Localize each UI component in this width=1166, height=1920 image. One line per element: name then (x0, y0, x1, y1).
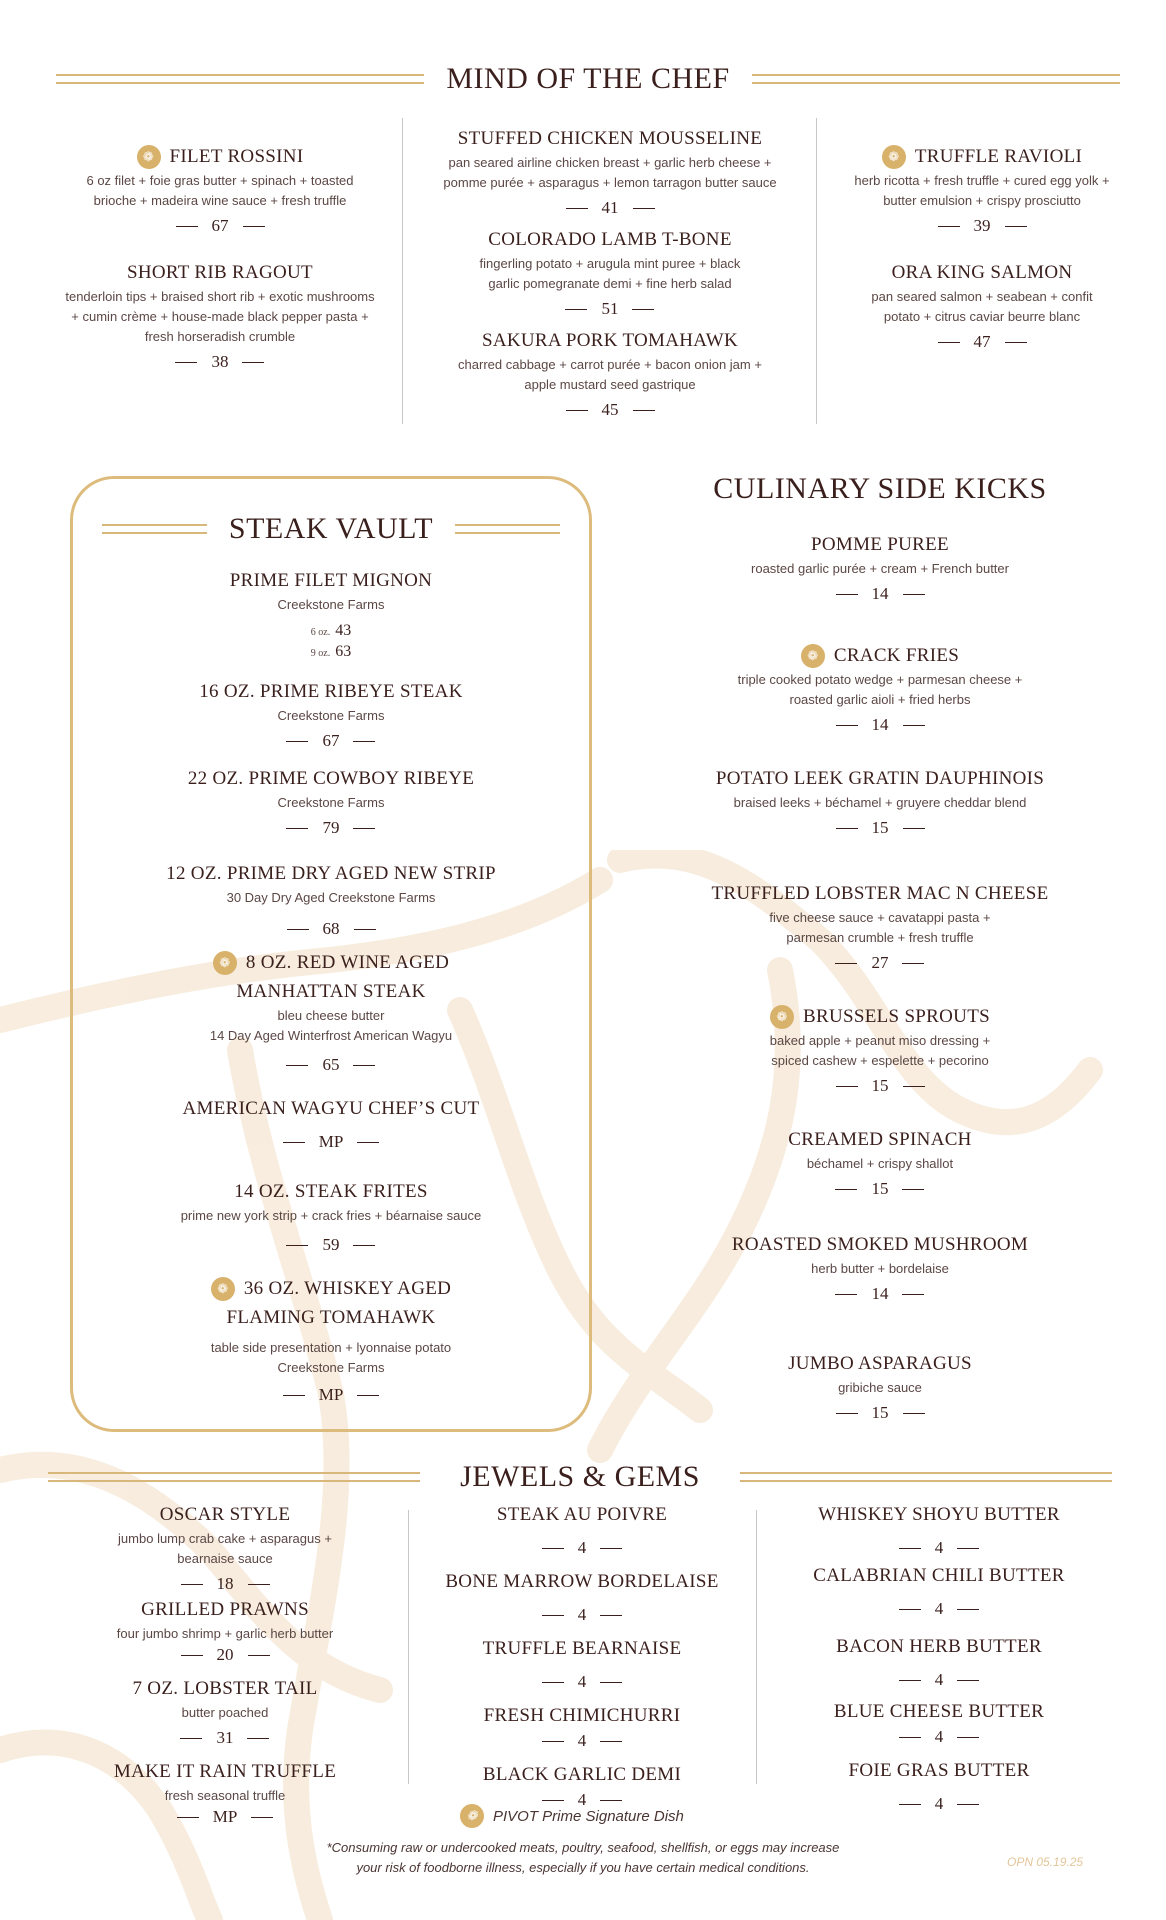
item-desc: butter emulsion + crispy prosciutto (883, 193, 1081, 208)
item-desc: braised leeks + béchamel + gruyere cheddar blend (733, 795, 1027, 810)
item-name: FILET ROSSINI (169, 146, 304, 167)
menu-item-stuffed-chicken (443, 124, 776, 219)
item-desc: fingerling potato + arugula mint puree + black (479, 256, 741, 271)
item-price: 47 (938, 331, 1027, 353)
item-desc: Creekstone Farms (277, 795, 385, 810)
item-desc: four jumbo shrimp + garlic herb butter (116, 1626, 334, 1641)
item-price: MP (177, 1806, 274, 1828)
item-price: 4 (899, 1669, 980, 1691)
sauce-item (484, 1701, 681, 1752)
menu-item-short-rib-ragout (65, 258, 374, 373)
item-desc: roasted garlic aioli + fried herbs (789, 692, 971, 707)
item-price: 15 (836, 817, 925, 839)
legend-text: PIVOT Prime Signature Dish (493, 1807, 684, 1825)
item-desc: butter poached (181, 1705, 269, 1720)
item-price: 79 (286, 817, 375, 839)
side-item-lobster-mac (711, 879, 1048, 974)
item-name: TRUFFLE RAVIOLI (914, 146, 1083, 167)
item-price: 38 (175, 351, 264, 373)
menu-item-manhattan-steak (210, 948, 452, 1076)
item-name: STEAK AU POIVRE (496, 1504, 668, 1525)
item-desc: potato + citrus caviar beurre blanc (883, 309, 1081, 324)
item-price: 15 (835, 1178, 924, 1200)
item-name: PRIME FILET MIGNON (229, 570, 433, 591)
item-name: BLUE CHEESE BUTTER (833, 1701, 1045, 1722)
item-name: ROASTED SMOKED MUSHROOM (731, 1234, 1029, 1255)
butter-item (818, 1500, 1060, 1559)
item-price: 15 (836, 1402, 925, 1424)
item-price: 4 (542, 1537, 623, 1559)
item-desc: gribiche sauce (838, 1380, 922, 1395)
item-price: 14 (836, 714, 925, 736)
chef-column-left (40, 142, 400, 373)
butter-item (834, 1697, 1044, 1748)
item-name: 12 OZ. PRIME DRY AGED NEW STRIP (166, 863, 496, 884)
item-price: 14 (836, 583, 925, 605)
item-desc: 6 oz filet + foie gras butter + spinach + toasted (86, 173, 354, 188)
butter-item (848, 1756, 1029, 1815)
item-price: MP (283, 1131, 380, 1153)
item-name: CREAMED SPINACH (788, 1129, 972, 1150)
item-price: 4 (542, 1789, 623, 1811)
item-name: 22 OZ. PRIME COWBOY RIBEYE (187, 768, 475, 789)
item-name-line2: FLAMING TOMAHAWK (226, 1307, 436, 1328)
item-name: 7 OZ. LOBSTER TAIL (132, 1678, 318, 1699)
menu-item-prime-ribeye (199, 677, 462, 752)
item-price: 15 (836, 1075, 925, 1097)
wheat-leaf-icon: ❁ (801, 644, 825, 668)
side-item-gratin-dauphinois (716, 764, 1044, 839)
heading-rule-right (752, 74, 1120, 84)
item-desc: 14 Day Aged Winterfrost American Wagyu (209, 1028, 453, 1043)
mind-of-chef-heading-row (56, 62, 1120, 96)
item-price: 4 (899, 1537, 980, 1559)
chef-column-center (410, 124, 810, 421)
item-name: MAKE IT RAIN TRUFFLE (113, 1761, 337, 1782)
menu-item-steak-frites (181, 1177, 482, 1256)
jewels-column-right (774, 1500, 1104, 1815)
disclaimer-line: *Consuming raw or undercooked meats, poultry, seafood, shellfish, or eggs may increase (326, 1840, 840, 1855)
item-name: 36 OZ. WHISKEY AGED (243, 1278, 452, 1299)
item-price: 4 (899, 1598, 980, 1620)
item-name: FRESH CHIMICHURRI (483, 1705, 681, 1726)
item-name: JUMBO ASPARAGUS (788, 1353, 972, 1374)
sauce-item (483, 1634, 682, 1693)
menu-item-wagyu-chefs-cut (183, 1094, 480, 1153)
item-desc: tenderloin tips + braised short rib + exotic mushrooms (65, 289, 375, 304)
chef-divider-left (402, 118, 403, 424)
item-name: STUFFED CHICKEN MOUSSELINE (457, 128, 763, 149)
item-price: 39 (938, 215, 1027, 237)
item-desc: charred cabbage + carrot purée + bacon onion jam + (458, 357, 762, 372)
item-name: BACON HERB BUTTER (836, 1636, 1042, 1657)
item-desc: roasted garlic purée + cream + French butter (751, 561, 1009, 576)
steak-vault-title: STEAK VAULT (228, 512, 434, 545)
item-desc: fresh horseradish crumble (144, 329, 296, 344)
item-desc: Creekstone Farms (277, 708, 385, 723)
item-name: AMERICAN WAGYU CHEF’S CUT (182, 1098, 480, 1119)
side-item-creamed-spinach (788, 1125, 971, 1200)
jewels-title: JEWELS & GEMS (460, 1460, 700, 1493)
side-item-smoked-mushroom (732, 1230, 1028, 1305)
item-name: COLORADO LAMB T-BONE (488, 229, 732, 250)
wheat-leaf-icon: ❁ (211, 1277, 235, 1301)
item-name: SAKURA PORK TOMAHAWK (481, 330, 739, 351)
menu-item-filet-rossini (86, 142, 353, 237)
wheat-leaf-icon: ❁ (882, 145, 906, 169)
jewels-divider-left (408, 1510, 409, 1784)
item-desc: jumbo lump crab cake + asparagus + (118, 1531, 332, 1546)
heading-rule-left (56, 74, 424, 84)
item-desc: table side presentation + lyonnaise potato (210, 1340, 452, 1355)
item-price: 59 (286, 1234, 375, 1256)
heading-rule-left (102, 524, 207, 534)
item-desc: herb ricotta + fresh truffle + cured egg yolk + (854, 173, 1110, 188)
item-name: BRUSSELS SPROUTS (803, 1006, 990, 1027)
item-desc: bleu cheese butter (277, 1008, 385, 1023)
item-desc: fresh seasonal truffle (164, 1788, 286, 1803)
item-name: BLACK GARLIC DEMI (482, 1764, 682, 1785)
side-item-pomme-puree (751, 530, 1009, 605)
jewels-heading-row (48, 1460, 1112, 1494)
item-desc: herb butter + bordelaise (811, 1261, 949, 1276)
item-desc: béchamel + crispy shallot (806, 1156, 954, 1171)
heading-rule-right (740, 1472, 1112, 1482)
item-desc: pan seared airline chicken breast + garlic herb cheese + (448, 155, 772, 170)
item-price: 4 (542, 1671, 623, 1693)
size-price-row: 9 oz. 63 (310, 643, 352, 660)
chef-column-right (822, 142, 1142, 353)
item-price: 18 (181, 1573, 270, 1595)
item-name: OSCAR STYLE (159, 1504, 291, 1525)
menu-item-sakura-pork (458, 326, 762, 421)
wheat-leaf-icon: ❁ (460, 1804, 484, 1828)
item-name-line2: MANHATTAN STEAK (236, 981, 426, 1002)
side-item-jumbo-asparagus (788, 1349, 972, 1424)
item-price: 41 (566, 197, 655, 219)
steak-vault-heading-row (102, 512, 560, 546)
item-desc: parmesan crumble + fresh truffle (786, 930, 974, 945)
item-desc: + cumin crème + house-made black pepper pasta + (71, 309, 369, 324)
item-price: 51 (565, 298, 654, 320)
jewels-column-left (60, 1500, 390, 1828)
steak-vault-list (86, 566, 576, 1406)
item-desc: triple cooked potato wedge + parmesan cheese + (737, 672, 1023, 687)
item-desc: Creekstone Farms (277, 597, 385, 612)
wheat-leaf-icon: ❁ (137, 145, 161, 169)
item-name: BONE MARROW BORDELAISE (445, 1571, 719, 1592)
item-price: 68 (287, 918, 376, 940)
item-desc: apple mustard seed gastrique (524, 377, 696, 392)
item-desc: garlic pomegranate demi + fine herb salad (488, 276, 732, 291)
item-desc: five cheese sauce + cavatappi pasta + (769, 910, 991, 925)
item-price: 65 (286, 1054, 375, 1076)
item-price: 20 (181, 1644, 270, 1666)
item-price: 27 (835, 952, 924, 974)
item-name: POTATO LEEK GRATIN DAUPHINOIS (715, 768, 1045, 789)
butter-item (836, 1632, 1042, 1691)
item-price: 4 (542, 1604, 623, 1626)
jewel-item-grilled-prawns (117, 1595, 333, 1666)
size-price-list (311, 621, 351, 663)
sides-title: CULINARY SIDE KICKS (713, 472, 1047, 505)
chef-divider-right (816, 118, 817, 424)
sauce-item (445, 1567, 718, 1626)
item-desc: 30 Day Dry Aged Creekstone Farms (226, 890, 436, 905)
item-price: 4 (542, 1730, 623, 1752)
item-desc: baked apple + peanut miso dressing + (769, 1033, 991, 1048)
item-desc: bearnaise sauce (177, 1551, 273, 1566)
item-price: 45 (566, 399, 655, 421)
item-name: CRACK FRIES (833, 645, 960, 666)
item-name: SHORT RIB RAGOUT (127, 262, 313, 283)
jewel-item-oscar-style (118, 1500, 332, 1595)
item-price: 4 (899, 1726, 980, 1748)
butter-item (813, 1561, 1064, 1620)
sides-list (700, 530, 1060, 1424)
menu-item-flaming-tomahawk (211, 1274, 451, 1406)
item-name: CALABRIAN CHILI BUTTER (813, 1565, 1065, 1586)
menu-item-prime-filet (230, 566, 432, 663)
menu-item-cowboy-ribeye (188, 764, 474, 839)
menu-code: OPN 05.19.25 (1007, 1855, 1084, 1869)
item-name: GRILLED PRAWNS (141, 1599, 309, 1620)
heading-rule-right (455, 524, 560, 534)
item-desc: brioche + madeira wine sauce + fresh truffle (93, 193, 347, 208)
item-price: 4 (899, 1793, 980, 1815)
item-name: 8 OZ. RED WINE AGED (245, 952, 450, 973)
menu-item-ora-king-salmon (871, 258, 1092, 353)
item-desc: pomme purée + asparagus + lemon tarragon butter sauce (443, 175, 777, 190)
item-desc: spiced cashew + espelette + pecorino (771, 1053, 989, 1068)
side-item-crack-fries (738, 641, 1023, 736)
wheat-leaf-icon: ❁ (770, 1005, 794, 1029)
item-desc: pan seared salmon + seabean + confit (871, 289, 1093, 304)
item-price: 31 (180, 1727, 269, 1749)
item-name: 14 OZ. STEAK FRITES (234, 1181, 428, 1202)
sauce-item (497, 1500, 667, 1559)
food-safety-disclaimer (240, 1838, 926, 1878)
item-desc: prime new york strip + crack fries + béarnaise sauce (180, 1208, 482, 1223)
size-price-row: 6 oz. 43 (310, 622, 352, 639)
disclaimer-line: your risk of foodborne illness, especially if you have certain medical conditions. (356, 1860, 810, 1875)
item-name: POMME PUREE (811, 534, 949, 555)
item-name: WHISKEY SHOYU BUTTER (818, 1504, 1060, 1525)
side-item-brussels-sprouts (770, 1002, 990, 1097)
signature-legend (460, 1804, 684, 1828)
item-name: TRUFFLE BEARNAISE (482, 1638, 682, 1659)
item-name: ORA KING SALMON (891, 262, 1073, 283)
jewel-item-truffle (114, 1757, 336, 1828)
item-price: 14 (835, 1283, 924, 1305)
jewel-item-lobster-tail (132, 1674, 317, 1749)
item-name: TRUFFLED LOBSTER MAC N CHEESE (711, 883, 1049, 904)
item-desc: Creekstone Farms (277, 1360, 385, 1375)
item-price: 67 (286, 730, 375, 752)
mind-of-chef-title: MIND OF THE CHEF (446, 62, 730, 95)
menu-item-truffle-ravioli (854, 142, 1109, 237)
jewels-column-center (420, 1500, 744, 1811)
item-name: 16 OZ. PRIME RIBEYE STEAK (199, 681, 463, 702)
item-price: 67 (176, 215, 265, 237)
item-price: MP (283, 1384, 380, 1406)
menu-item-dry-aged-strip (166, 859, 496, 940)
wheat-leaf-icon: ❁ (213, 951, 237, 975)
menu-item-colorado-lamb (480, 225, 741, 320)
item-name: FOIE GRAS BUTTER (848, 1760, 1030, 1781)
jewels-divider-right (756, 1510, 757, 1784)
heading-rule-left (48, 1472, 420, 1482)
